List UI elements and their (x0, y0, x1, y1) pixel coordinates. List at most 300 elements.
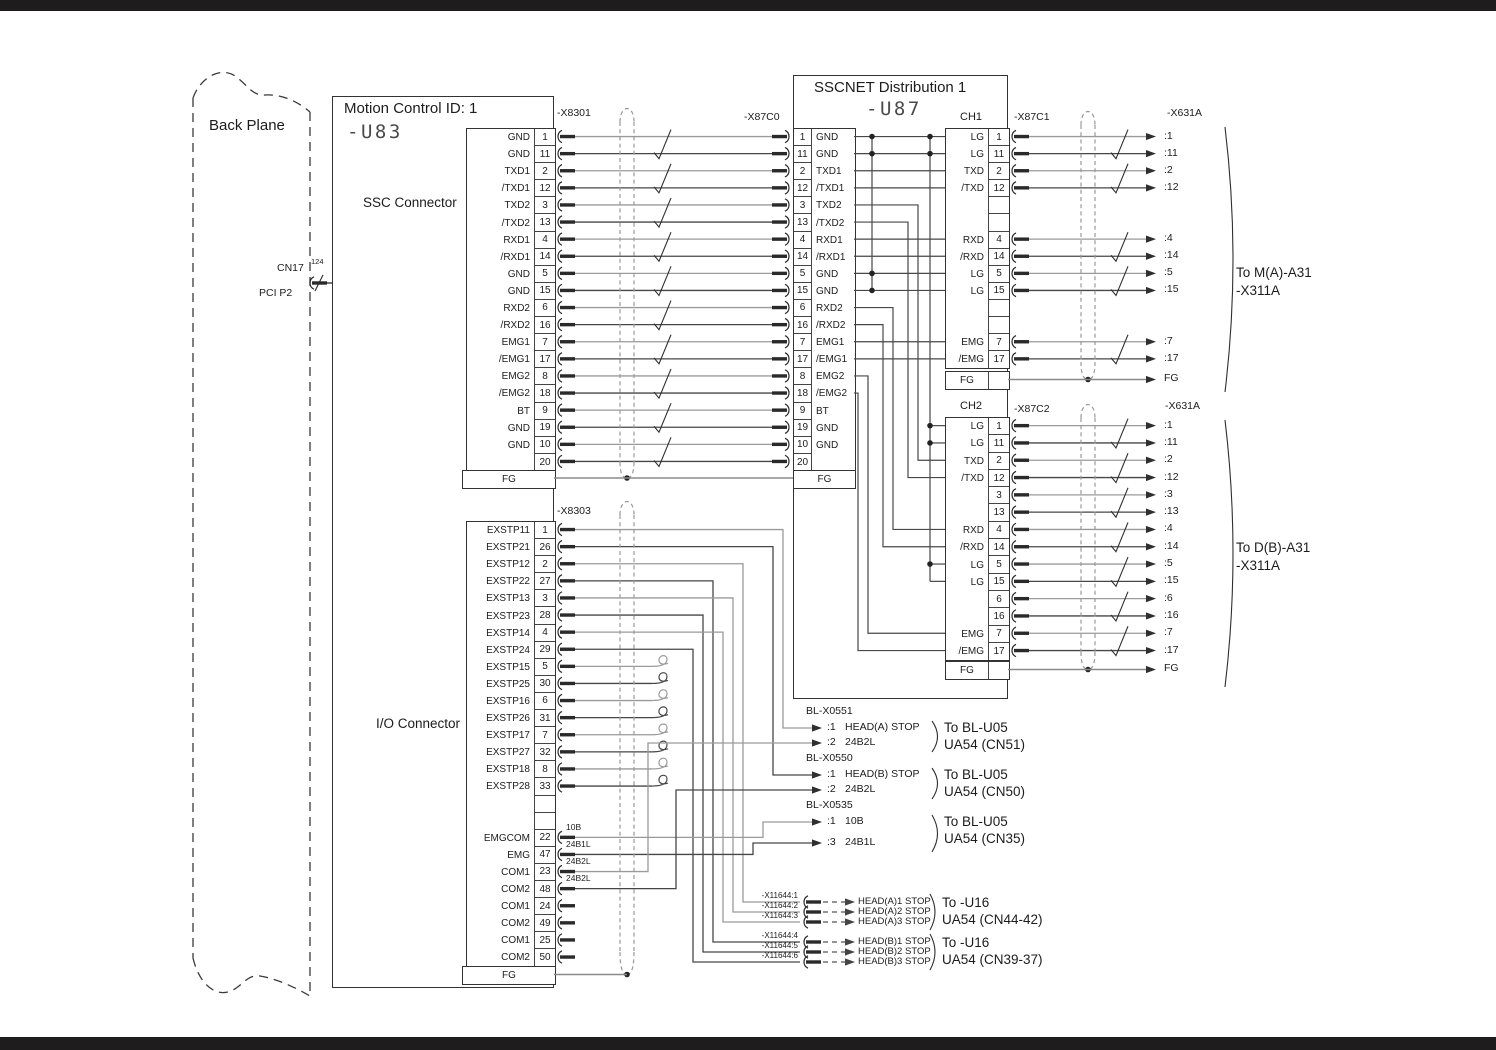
ch2-output-pin: :17 (1164, 643, 1179, 656)
conn-row (467, 266, 555, 283)
conn-row (467, 847, 555, 864)
conn-row-pin: 19 (534, 420, 555, 437)
conn-row-pin (988, 214, 1009, 231)
ch2-output-pin: :4 (1164, 522, 1173, 535)
conn-row (794, 368, 855, 385)
conn-row-label: EXSTP11 (486, 525, 530, 537)
conn-row-label: /EMG2 (816, 388, 848, 400)
conn-row-label (946, 504, 988, 521)
conn-row-label: LG (970, 421, 984, 433)
conn-row (794, 163, 855, 180)
conn-row-label: TXD2 (816, 200, 842, 212)
conn-row-pin: 13 (988, 504, 1009, 521)
conn-row (794, 249, 855, 266)
conn-row (467, 403, 555, 420)
conn-row-label: /TXD1 (816, 183, 845, 195)
conn-row-label: GND (507, 149, 530, 161)
conn-row (467, 283, 555, 300)
conn-row-pin: 6 (794, 300, 812, 317)
conn-row-label: RXD (962, 234, 984, 246)
conn-row (467, 830, 555, 847)
conn-row-pin: 13 (534, 214, 555, 231)
conn-row-pin: 5 (534, 659, 555, 676)
conn-row-label: RXD1 (503, 234, 530, 246)
ch1-fg-output-label: FG (1164, 372, 1179, 384)
conn-row-label: COM1 (501, 935, 530, 947)
conn-row-pin: 7 (534, 334, 555, 351)
conn-row-label: GND (816, 268, 839, 280)
u16-signal-label: HEAD(A)2 STOP (858, 906, 931, 917)
conn-row-pin: 16 (534, 317, 555, 334)
conn-row-pin (988, 197, 1009, 214)
conn-row (794, 334, 855, 351)
conn-row (467, 539, 555, 556)
conn-row-pin: 12 (988, 180, 1009, 197)
conn-row-pin: 12 (988, 470, 1009, 487)
conn-row (794, 351, 855, 368)
conn-row-pin: 15 (534, 283, 555, 300)
conn-row-pin (534, 813, 555, 830)
conn-row-label: GND (507, 422, 530, 434)
backplane-cn17-label: CN17 (277, 262, 304, 274)
conn-row-label: EXSTP13 (486, 593, 530, 605)
conn-row (946, 249, 1009, 266)
conn-row (794, 180, 855, 197)
fg-label: FG (502, 474, 516, 485)
conn-row (467, 864, 555, 881)
conn-row-pin: 17 (794, 351, 812, 368)
conn-row-label: GND (816, 439, 839, 451)
u16-dest-line2: UA54 (CN44-42) (942, 912, 1043, 927)
backplane-pin-note: 124 (311, 257, 324, 266)
conn-row-label (946, 317, 988, 334)
conn-row-label (946, 214, 988, 231)
page-bottom-border (0, 1037, 1496, 1050)
conn-row-pin: 4 (988, 522, 1009, 539)
bl-dest-line1: To BL-U05 (944, 720, 1008, 735)
ch2-output-pin: :13 (1164, 505, 1179, 518)
conn-row-label: EXSTP22 (486, 576, 530, 588)
conn-row-pin: 2 (794, 163, 812, 180)
conn-row-pin: 14 (794, 249, 812, 266)
sscnet-ref: -U87 (866, 98, 922, 120)
conn-row (467, 300, 555, 317)
fg-label: FG (960, 375, 974, 386)
conn-row-pin: 1 (988, 129, 1009, 146)
conn-row-label: /RXD2 (500, 320, 530, 332)
conn-row-pin: 18 (534, 385, 555, 402)
x11644-pin-label: -X11644:4 (761, 931, 798, 940)
conn-row-label: COM1 (501, 866, 530, 878)
ch2-output-pin: :1 (1164, 418, 1173, 431)
conn-row (946, 197, 1009, 214)
ch2-output-pin: :16 (1164, 608, 1179, 621)
fg-label: FG (502, 970, 516, 981)
conn-row-pin: 14 (988, 249, 1009, 266)
conn-row-label: EXSTP26 (486, 713, 530, 725)
u16-signal-label: HEAD(A)1 STOP (858, 896, 931, 907)
conn-row-pin: 17 (534, 351, 555, 368)
u16-dest-line2: UA54 (CN39-37) (942, 952, 1043, 967)
ch2-output-pin: :2 (1164, 453, 1173, 466)
conn-row-label: GND (816, 285, 839, 297)
conn-row (946, 574, 1009, 591)
u16-dest-line1: To -U16 (942, 895, 990, 910)
x11644-pin-label: -X11644:3 (761, 911, 798, 920)
ssc-connector-label: SSC Connector (363, 195, 457, 210)
conn-row-label: EXSTP21 (486, 542, 530, 554)
x87c0-table (793, 128, 856, 472)
motion-control-ref: -U83 (347, 121, 403, 143)
conn-row-label: LG (970, 268, 984, 280)
conn-row-label: EMG (961, 628, 984, 640)
ch2-output-pin: :12 (1164, 470, 1179, 483)
conn-row-label: TXD (964, 455, 984, 467)
conn-row-pin: 7 (794, 334, 812, 351)
conn-row (467, 744, 555, 761)
conn-row-label: LG (970, 149, 984, 161)
u16-signal-label: HEAD(A)3 STOP (858, 916, 931, 927)
conn-row (467, 351, 555, 368)
conn-row-label: EMG1 (816, 337, 845, 349)
conn-row (467, 625, 555, 642)
conn-row (794, 437, 855, 454)
io-wire-gauge-label: 24B2L (566, 856, 591, 866)
u16-signal-label: HEAD(B)3 STOP (858, 956, 931, 967)
conn-row-pin: 1 (988, 418, 1009, 435)
conn-row (467, 556, 555, 573)
conn-row (946, 643, 1009, 660)
conn-row-label: TXD (964, 166, 984, 178)
conn-row-label: LG (970, 559, 984, 571)
conn-row-label: EXSTP15 (486, 661, 530, 673)
conn-row-pin: 5 (988, 266, 1009, 283)
sscnet-title: SSCNET Distribution 1 (814, 79, 967, 96)
conn-row-pin: 11 (794, 146, 812, 163)
conn-row (467, 163, 555, 180)
conn-row-label: /RXD (960, 542, 984, 554)
conn-row-pin: 3 (534, 197, 555, 214)
conn-row-label: /TXD2 (816, 217, 845, 229)
bl-connector-label: BL-X0535 (806, 799, 853, 811)
ch1-output-pin: :5 (1164, 266, 1173, 279)
conn-row-label: /TXD (961, 473, 984, 485)
conn-row (467, 368, 555, 385)
conn-row-pin: 13 (794, 214, 812, 231)
conn-row-pin: 2 (988, 453, 1009, 470)
conn-row-label: RXD2 (816, 302, 843, 314)
x11644-pin-label: -X11644:1 (761, 891, 798, 900)
io-wire-gauge-label: 10B (566, 822, 582, 832)
conn-row-pin: 8 (534, 761, 555, 778)
ch1-output-pin: :4 (1164, 232, 1173, 245)
ch2-dest-line1: To D(B)-A31 (1236, 540, 1311, 555)
conn-row-label: COM2 (501, 918, 530, 930)
ch2-fg-output-label: FG (1164, 662, 1179, 674)
conn-row (467, 796, 555, 813)
bl-signal-label: 24B2L (845, 736, 876, 748)
conn-row (467, 385, 555, 402)
bl-pin-label: :3 (827, 836, 836, 848)
conn-row (467, 710, 555, 727)
conn-row-pin: 3 (534, 590, 555, 607)
conn-row-pin: 8 (534, 368, 555, 385)
x8303-fg (462, 966, 556, 985)
bl-dest-line2: UA54 (CN51) (944, 737, 1026, 752)
ch2-output-pin: :15 (1164, 574, 1179, 587)
conn-row-label: COM1 (501, 901, 530, 913)
conn-row-label: GND (507, 439, 530, 451)
conn-row-label: BT (816, 405, 829, 417)
conn-row-pin: 30 (534, 676, 555, 693)
conn-row (794, 283, 855, 300)
conn-row-pin: 11 (988, 146, 1009, 163)
conn-row-label: TXD2 (504, 200, 530, 212)
backplane-title: Back Plane (209, 117, 285, 134)
conn-row (946, 418, 1009, 435)
conn-row-pin: 10 (534, 437, 555, 454)
u16-signal-label: HEAD(B)2 STOP (858, 946, 931, 957)
conn-row-label: EXSTP28 (486, 781, 530, 793)
conn-row-label: /RXD1 (816, 251, 846, 263)
conn-row-pin: 18 (794, 385, 812, 402)
conn-row-label: GND (816, 132, 839, 144)
conn-row-pin: 20 (534, 454, 555, 471)
conn-row (946, 214, 1009, 231)
conn-row (467, 214, 555, 231)
conn-row (467, 949, 555, 966)
conn-row-label (946, 197, 988, 214)
conn-row-pin: 2 (988, 163, 1009, 180)
ch2-fg (945, 661, 1010, 680)
io-wire-gauge-label: 24B2L (566, 873, 591, 883)
conn-row (794, 385, 855, 402)
conn-row-pin: 14 (988, 539, 1009, 556)
conn-row-pin: 17 (988, 643, 1009, 660)
conn-row-pin: 12 (794, 180, 812, 197)
conn-row (467, 693, 555, 710)
conn-row-label: /RXD (960, 251, 984, 263)
conn-row-label: LG (970, 132, 984, 144)
conn-row-label: GND (507, 285, 530, 297)
conn-row-label: EMG (507, 849, 530, 861)
ch2-table (945, 417, 1010, 661)
x87c1-label: -X87C1 (1014, 111, 1050, 123)
conn-row (946, 334, 1009, 351)
conn-row-label: EXSTP18 (486, 764, 530, 776)
ch2-output-pin: :3 (1164, 487, 1173, 500)
conn-row-pin: 1 (534, 129, 555, 146)
conn-row (467, 642, 555, 659)
conn-row-pin: 50 (534, 949, 555, 966)
bl-pin-label: :1 (827, 815, 836, 827)
conn-row (467, 249, 555, 266)
conn-row-label (946, 300, 988, 317)
page-top-border (0, 0, 1496, 11)
conn-row-label (467, 813, 534, 830)
conn-row-pin (534, 796, 555, 813)
conn-row-label (467, 454, 534, 471)
ch1-output-pin: :2 (1164, 163, 1173, 176)
conn-row (946, 180, 1009, 197)
conn-row (467, 317, 555, 334)
fg-label: FG (960, 665, 974, 676)
conn-row-pin: 23 (534, 864, 555, 881)
conn-row-label: LG (970, 438, 984, 450)
conn-row (946, 608, 1009, 625)
conn-row (794, 266, 855, 283)
conn-row (467, 573, 555, 590)
conn-row-pin: 15 (988, 574, 1009, 591)
fg-label: FG (817, 474, 832, 485)
conn-row-label (467, 796, 534, 813)
conn-row-pin: 24 (534, 898, 555, 915)
ch2-output-pin: :6 (1164, 591, 1173, 604)
conn-row (946, 487, 1009, 504)
conn-row-label: COM2 (501, 884, 530, 896)
conn-row-label: EXSTP17 (486, 730, 530, 742)
conn-row-pin: 26 (534, 539, 555, 556)
conn-row (467, 146, 555, 163)
fg-divider (988, 662, 989, 679)
conn-row-label: EXSTP24 (486, 644, 530, 656)
conn-row-pin: 4 (794, 232, 812, 249)
conn-row-pin: 6 (988, 591, 1009, 608)
conn-row-pin: 16 (988, 608, 1009, 625)
conn-row-pin: 19 (794, 420, 812, 437)
bl-signal-label: 24B2L (845, 783, 876, 795)
conn-row-pin: 6 (534, 300, 555, 317)
conn-row (794, 317, 855, 334)
conn-row (794, 454, 855, 471)
backplane-pci-label: PCI P2 (259, 287, 293, 299)
ch1-output-pin: :7 (1164, 334, 1173, 347)
conn-row (467, 761, 555, 778)
bl-pin-label: :1 (827, 768, 836, 780)
conn-row-pin: 7 (988, 626, 1009, 643)
conn-row-pin: 6 (534, 693, 555, 710)
x8303-label: -X8303 (557, 505, 591, 517)
conn-row-pin: 14 (534, 249, 555, 266)
conn-row-pin: 5 (988, 556, 1009, 573)
ch1-output-pin: :17 (1164, 351, 1179, 364)
conn-row-label: EMGCOM (483, 832, 530, 844)
conn-row-label: EXSTP23 (486, 610, 530, 622)
conn-row (467, 915, 555, 932)
x11644-pin-label: -X11644:5 (761, 941, 798, 950)
ch2-output-pin: :11 (1164, 435, 1178, 448)
conn-row (946, 556, 1009, 573)
ch1-output-pin: :12 (1164, 180, 1179, 193)
conn-row-label: /RXD2 (816, 320, 846, 332)
ch1-fg (945, 371, 1010, 390)
conn-row (794, 232, 855, 249)
conn-row-label: /TXD2 (501, 217, 530, 229)
x11644-pin-label: -X11644:2 (761, 901, 798, 910)
x87c0-label: -X87C0 (744, 111, 780, 123)
bl-dest-line1: To BL-U05 (944, 767, 1008, 782)
conn-row-label: EMG2 (501, 371, 530, 383)
ch1-dest-line2: -X311A (1236, 283, 1281, 298)
conn-row (467, 232, 555, 249)
conn-row-label: RXD (962, 524, 984, 536)
x631a-ch2-label: -X631A (1165, 400, 1201, 412)
conn-row-label: EXSTP14 (486, 627, 530, 639)
conn-row-label: GND (816, 422, 839, 434)
conn-row (467, 590, 555, 607)
bl-dest-line2: UA54 (CN35) (944, 831, 1026, 846)
conn-row (467, 898, 555, 915)
conn-row-pin: 10 (794, 437, 812, 454)
conn-row (467, 454, 555, 471)
conn-row-label: LG (970, 576, 984, 588)
conn-row (467, 881, 555, 898)
conn-row (794, 146, 855, 163)
fg-divider (988, 372, 989, 389)
conn-row-pin: 3 (988, 487, 1009, 504)
conn-row (467, 659, 555, 676)
conn-row (946, 146, 1009, 163)
conn-row-pin: 32 (534, 744, 555, 761)
conn-row-pin: 4 (534, 625, 555, 642)
conn-row (946, 504, 1009, 521)
conn-row (946, 626, 1009, 643)
conn-row (794, 403, 855, 420)
conn-row-label: /EMG2 (498, 388, 530, 400)
conn-row (946, 470, 1009, 487)
conn-row-pin: 29 (534, 642, 555, 659)
conn-row-pin: 28 (534, 607, 555, 624)
conn-row-label: RXD1 (816, 234, 843, 246)
conn-row-pin: 2 (534, 556, 555, 573)
conn-row-label: EXSTP27 (486, 747, 530, 759)
ch2-output-pin: :14 (1164, 539, 1179, 552)
ch2-header: CH2 (960, 400, 983, 412)
conn-row-label: GND (507, 132, 530, 144)
conn-row-label: RXD2 (503, 302, 530, 314)
bl-signal-label: HEAD(A) STOP (845, 721, 920, 733)
conn-row-pin: 5 (534, 266, 555, 283)
bl-connector-label: BL-X0550 (806, 752, 853, 764)
ch2-output-pin: :5 (1164, 557, 1173, 570)
conn-row (794, 214, 855, 231)
conn-row-pin: 25 (534, 932, 555, 949)
conn-row (946, 266, 1009, 283)
conn-row (794, 129, 855, 146)
conn-row-label: /TXD (961, 183, 984, 195)
conn-row-label: /EMG1 (816, 354, 848, 366)
conn-row-pin: 8 (794, 368, 812, 385)
conn-row-label: EMG (961, 337, 984, 349)
conn-row-label: EXSTP12 (486, 559, 530, 571)
conn-row-label: EMG1 (501, 337, 530, 349)
conn-row-pin: 15 (988, 283, 1009, 300)
conn-row-label: /EMG (958, 354, 984, 366)
conn-row-pin: 22 (534, 830, 555, 847)
bl-signal-label: HEAD(B) STOP (845, 768, 920, 780)
bl-connector-label: BL-X0551 (806, 705, 853, 717)
conn-row-label: /RXD1 (500, 251, 530, 263)
conn-row (794, 300, 855, 317)
conn-row-pin: 1 (794, 129, 812, 146)
conn-row-label: EXSTP25 (486, 678, 530, 690)
conn-row-pin (988, 300, 1009, 317)
conn-row (467, 437, 555, 454)
conn-row-pin: 7 (534, 727, 555, 744)
conn-row-pin: 27 (534, 573, 555, 590)
conn-row-pin: 9 (534, 403, 555, 420)
conn-row (467, 420, 555, 437)
